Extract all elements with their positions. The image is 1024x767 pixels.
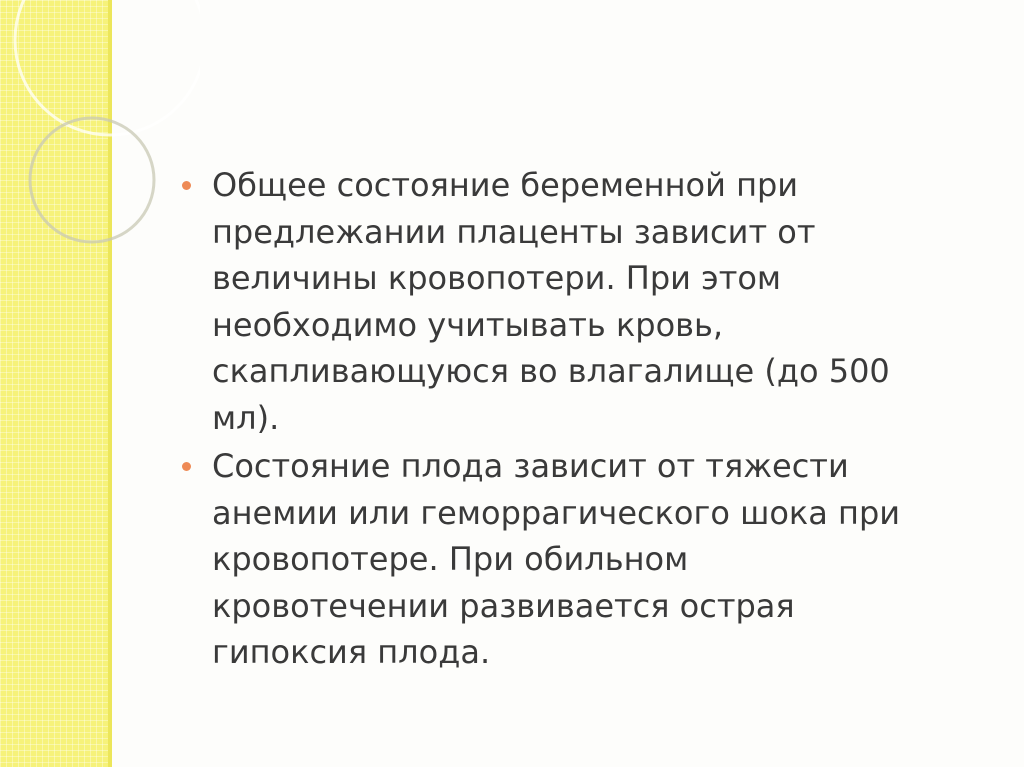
bullet-line: анемии или геморрагического шока при — [212, 493, 901, 532]
bullet-line: кровотечении развивается острая — [212, 586, 795, 625]
decorative-circle-small — [30, 118, 154, 242]
bullet-line: величины кровопотери. При этом — [212, 259, 782, 297]
decorative-circles — [0, 0, 200, 320]
bullet-item — [180, 443, 980, 676]
slide-body — [180, 162, 980, 678]
bullet-line: Состояние плода зависит от тяжести — [212, 447, 849, 485]
bullet-item — [180, 162, 980, 441]
bullet-line: гипоксия плода. — [212, 633, 491, 671]
bullet-dot-icon — [182, 462, 191, 471]
bullet-line: Общее состояние беременной при — [212, 166, 799, 204]
bullet-line: предлежании плаценты зависит от — [212, 212, 816, 251]
bullet-line: необходимо учитывать кровь, — [212, 305, 724, 344]
bullet-line: мл). — [212, 398, 280, 437]
decorative-circle-large — [15, 0, 200, 135]
bullet-list — [180, 162, 980, 676]
bullet-dot-icon — [182, 181, 191, 190]
bullet-line: кровопотере. При обильном — [212, 540, 689, 578]
bullet-line: скапливающуюся во влагалище (до 500 — [212, 352, 890, 390]
